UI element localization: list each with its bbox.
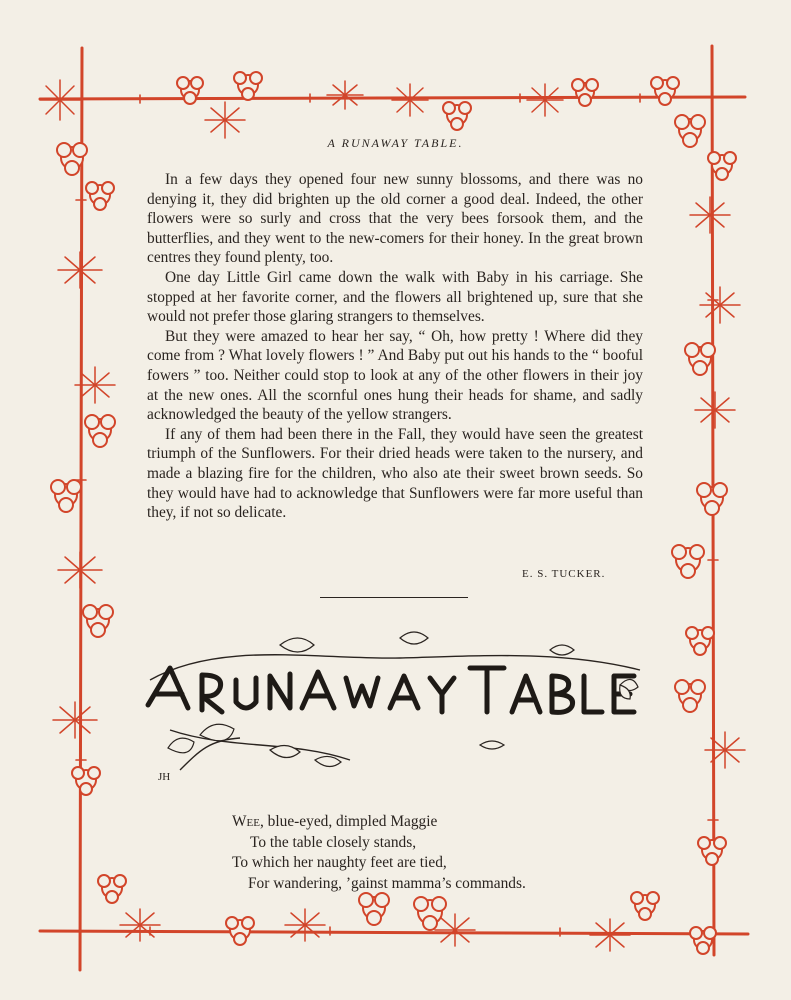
illustrator-monogram: JH <box>158 771 171 783</box>
poem-first-word: ee, <box>246 813 264 830</box>
running-head: A RUNAWAY TABLE. <box>327 136 464 150</box>
poem-line-rest: blue-eyed, dimpled Maggie <box>263 813 438 830</box>
section-divider <box>320 597 468 598</box>
story-paragraph: In a few days they opened four new sunny blossoms, and there was no denying it, they did brighten up the old corner a good deal. Indeed, the other flowers were so surly and cross that the very bees forsook them, and the butterflies, and they went to the new-comers for their honey. In the great brown centres they found plenty, too. <box>147 171 643 267</box>
story-text <box>147 170 643 523</box>
story-paragraph: But they were amazed to hear her say, “ Oh, how pretty ! Where did they come from ? What lovely flowers ! ” And Baby put out his hands to the “ booful fowers ” too. Neither could stop to look at any of the other flowers in their joy at the new ones. All the scornful ones hung their heads for shame, and sadly acknowledged the beauty of the yellow strangers. <box>147 327 643 424</box>
poem-line: To the table closely stands, <box>250 833 417 851</box>
poem-line: To which her naughty feet are tied, <box>232 854 447 872</box>
story-paragraph: One day Little Girl came down the walk with Baby in his carriage. She stopped at her favorite corner, and the flowers all brightened up, sure that she would not prefer those glaring strangers to themselves. <box>147 268 643 326</box>
author-credit: E. S. TUCKER. <box>522 568 606 580</box>
decorative-title-illustration <box>140 620 650 795</box>
poem-line: For wandering, ’gainst mamma’s commands. <box>248 874 526 892</box>
story-paragraph: If any of them had been there in the Fall, they would have seen the greatest triumph of the Sunflowers. For their dried heads were taken to the nursery, and made a blazing fire for the children, who also ate their sweet brown seeds. So they would have had to acknowledge that Sunflowers were far more useful than they, if not so delicate. <box>147 425 643 522</box>
poem-verse <box>232 812 526 894</box>
poem-first-capital: W <box>232 813 247 830</box>
poem-line <box>232 812 526 833</box>
